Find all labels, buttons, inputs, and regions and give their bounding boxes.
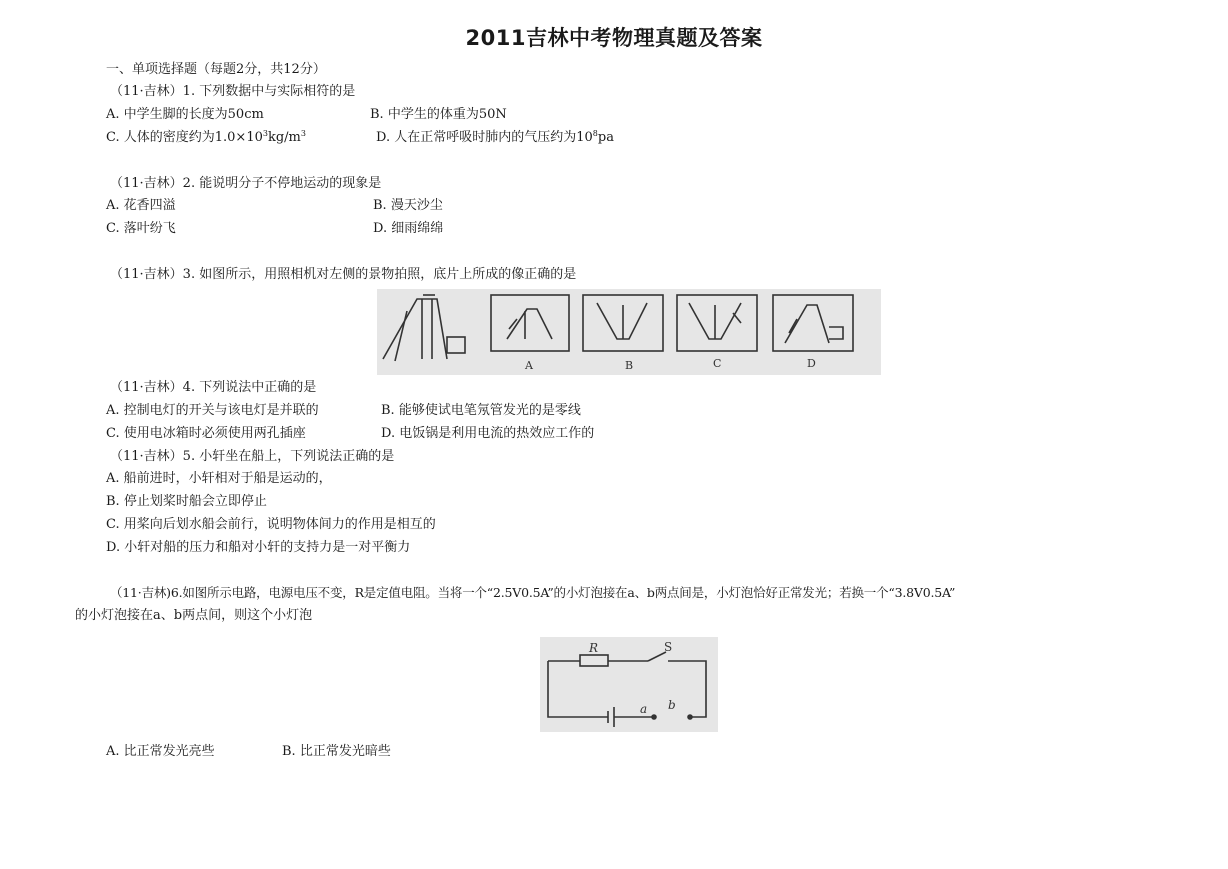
- switch-label: S: [664, 640, 673, 654]
- q2-option-b: B. 漫天沙尘: [373, 198, 443, 213]
- option-a-box: [491, 295, 569, 351]
- resistor-r: [580, 655, 608, 666]
- q2-option-c: C. 落叶纷飞: [106, 221, 176, 236]
- point-b-label: b: [668, 698, 676, 712]
- q4-option-c: C. 使用电冰箱时必须使用两孔插座: [106, 426, 306, 441]
- q1-option-a: A. 中学生脚的长度为50cm: [106, 107, 264, 122]
- circuit-diagram: [540, 637, 718, 732]
- scene-drawing: [383, 295, 465, 361]
- q5-option-a: A. 船前进时，小轩相对于船是运动的，: [106, 471, 332, 486]
- option-b-label: B: [625, 359, 634, 372]
- q1-option-d: D. 人在正常呼吸时肺内的气压约为$10^8pa$: [376, 129, 614, 145]
- question-1-stem: （11·吉林）1. 下列数据中与实际相符的是: [110, 84, 356, 99]
- q2-option-a: A. 花香四溢: [106, 198, 176, 213]
- q5-option-c: C. 用桨向后划水船会前行，说明物体间力的作用是相互的: [106, 517, 436, 532]
- q6-option-a: A. 比正常发光亮些: [106, 744, 215, 759]
- section-heading: 一、单项选择题（每题2分，共12分）: [106, 62, 326, 77]
- q4-option-a: A. 控制电灯的开关与该电灯是并联的: [106, 403, 319, 418]
- question-4-stem: （11·吉林）4. 下列说法中正确的是: [110, 380, 317, 395]
- question-2-stem: （11·吉林）2. 能说明分子不停地运动的现象是: [110, 176, 382, 191]
- q5-option-b: B. 停止划桨时船会立即停止: [106, 494, 267, 509]
- question-6-stem-line2: 的小灯泡接在a、b两点间，则这个小灯泡: [75, 608, 313, 623]
- q6-option-b: B. 比正常发光暗些: [282, 744, 391, 759]
- q4-option-b: B. 能够使试电笔氖管发光的是零线: [381, 403, 581, 418]
- q2-option-d: D. 细雨绵绵: [373, 221, 444, 236]
- q1-option-c: C. 人体的密度约为$1.0\times 10^3kg/m^3$: [106, 129, 306, 145]
- option-d-label: D: [807, 357, 816, 370]
- page-title: 2011吉林中考物理真题及答案: [465, 26, 763, 50]
- question-3-stem: （11·吉林）3. 如图所示，用照相机对左侧的景物拍照，底片上所成的像正确的是: [110, 267, 577, 282]
- q1-option-b: B. 中学生的体重为50N: [370, 107, 507, 122]
- terminal-b: [688, 715, 692, 719]
- q5-option-d: D. 小轩对船的压力和船对小轩的支持力是一对平衡力: [106, 540, 411, 555]
- resistor-label: R: [589, 641, 599, 655]
- q4-option-d: D. 电饭锅是利用电流的热效应工作的: [381, 426, 595, 441]
- camera-image-figure: [377, 289, 881, 375]
- terminal-a: [652, 715, 656, 719]
- question-5-stem: （11·吉林）5. 小轩坐在船上，下列说法正确的是: [110, 449, 395, 464]
- option-c-label: C: [713, 357, 722, 370]
- battery: [608, 707, 614, 727]
- point-a-label: a: [640, 702, 648, 716]
- question-6-stem-line1: （11·吉林)6.如图所示电路，电源电压不变，R是定值电阻。当将一个“2.5V0.5A”的小灯泡接在a、b两点间是，小灯泡恰好正常发光；若换一个“3.8V0.5A”: [110, 585, 956, 600]
- option-a-label: A: [525, 359, 533, 372]
